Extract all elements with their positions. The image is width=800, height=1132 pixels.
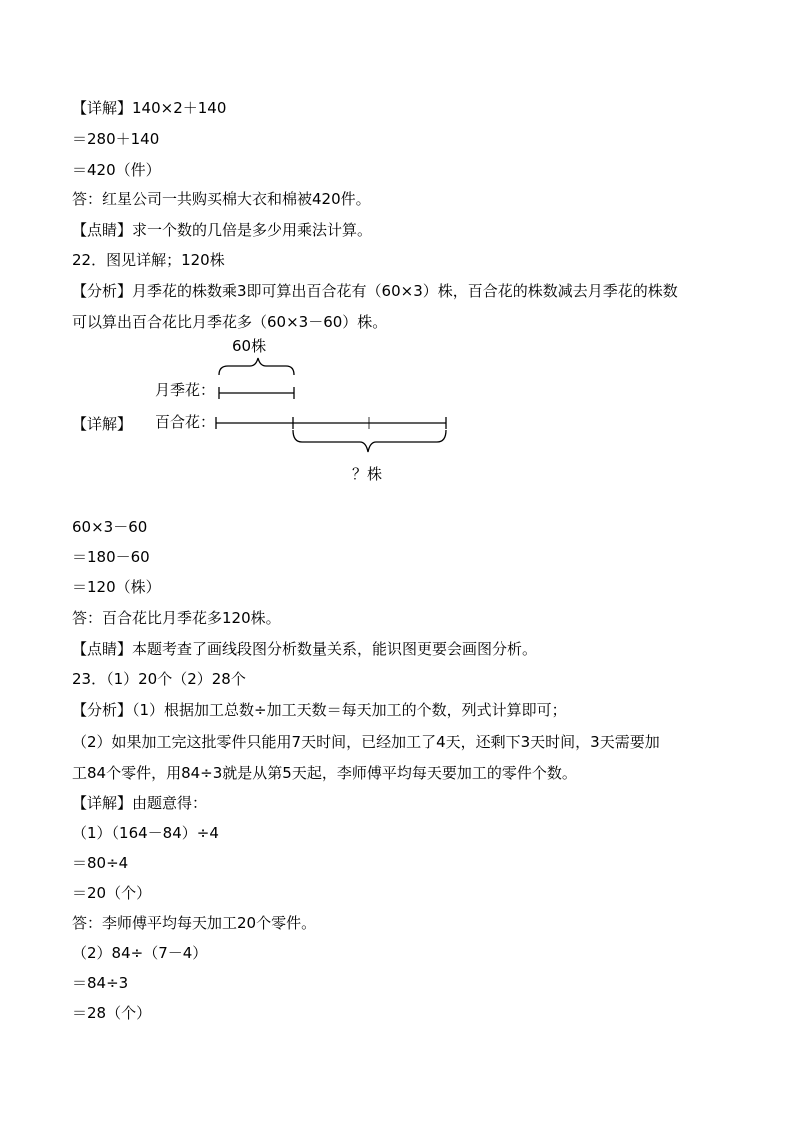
text-line: 【分析】月季花的株数乘3即可算出百合花有（60×3）株，百合花的株数减去月季花的株数	[72, 282, 678, 300]
text-line: 【详解】由题意得：	[72, 794, 208, 812]
bottom-brace	[293, 430, 446, 452]
text-line: 可以算出百合花比月季花多（60×3－60）株。	[72, 313, 388, 331]
text-line: ＝180－60	[72, 548, 150, 566]
text-line: ＝28（个）	[72, 1004, 152, 1022]
text-line: 答：百合花比月季花多120株。	[72, 609, 281, 627]
text-line: （2）如果加工完这批零件只能用7天时间，已经加工了4天，还剩下3天时间，3天需要加	[72, 733, 660, 751]
rose-label: 月季花：	[155, 381, 216, 399]
text-line: 【分析】（1）根据加工总数÷加工天数＝每天加工的个数，列式计算即可；	[72, 701, 567, 719]
text-line: ＝280＋140	[72, 130, 160, 148]
text-line: 【点睛】本题考查了画线段图分析数量关系，能识图更要会画图分析。	[72, 640, 538, 658]
text-line: ＝20（个）	[72, 884, 152, 902]
text-line: 【详解】140×2＋140	[72, 99, 227, 117]
text-line: 【点睛】求一个数的几倍是多少用乘法计算。	[72, 221, 373, 239]
lily-label: 百合花：	[155, 413, 216, 431]
text-line: 答：红星公司一共购买棉大衣和棉被420件。	[72, 190, 371, 208]
text-line: ＝420（件）	[72, 161, 161, 179]
top-label: 60株	[232, 337, 267, 355]
text-line: 工84个零件，用84÷3就是从第5天起，李师傅平均每天要加工的零件个数。	[72, 764, 577, 782]
line-segment-diagram	[0, 330, 800, 490]
text-line: 23．（1）20个（2）28个	[72, 670, 246, 688]
bottom-label: ？株	[352, 465, 383, 483]
text-line: ＝84÷3	[72, 974, 129, 992]
text-line: ＝80÷4	[72, 854, 129, 872]
text-line: 22．图见详解；120株	[72, 251, 225, 269]
text-line: （1）（164－84）÷4	[72, 824, 219, 842]
top-brace	[219, 358, 294, 375]
text-line: 答：李师傅平均每天加工20个零件。	[72, 914, 317, 932]
text-line: ＝120（株）	[72, 578, 161, 596]
text-line: （2）84÷（7－4）	[72, 944, 208, 962]
section-label: 【详解】	[72, 415, 133, 433]
segment-figure	[0, 330, 800, 490]
text-line: 60×3－60	[72, 518, 148, 536]
